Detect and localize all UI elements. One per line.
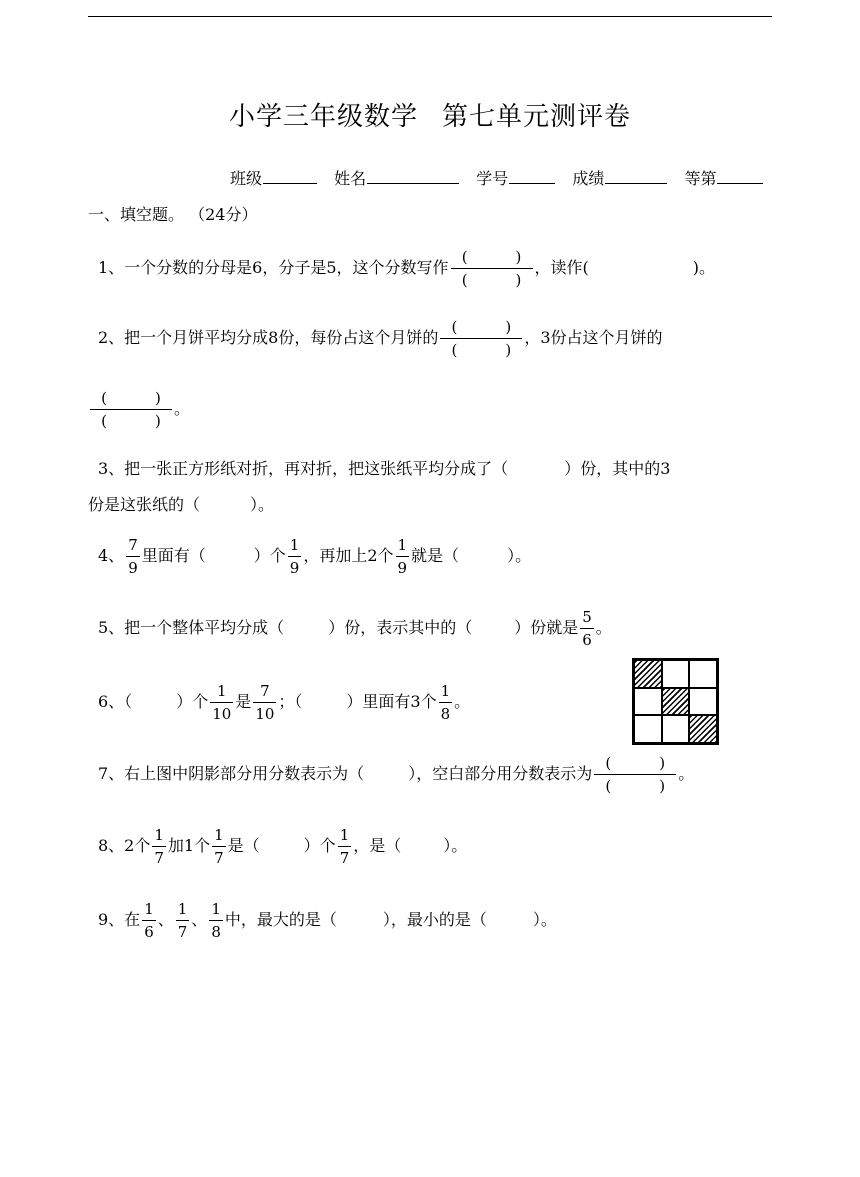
number-label: 学号 bbox=[476, 169, 509, 188]
question-6: 6、（ ）个 $\frac{1}{10}$ 是 $\frac{7}{10}$ ；（ ）里面有3个 $\frac{1}{8}$ 。 bbox=[98, 682, 471, 723]
question-9: 9、在 $\frac{1}{6}$ 、 $\frac{1}{7}$ 、 $\frac{1}{8}$ 中，最大的是（ ），最小的是（ ）。 bbox=[98, 900, 557, 941]
section-heading: 一、填空题。 （24分） bbox=[88, 205, 258, 224]
number-field[interactable] bbox=[509, 167, 555, 184]
class-field[interactable] bbox=[263, 167, 317, 184]
name-label: 姓名 bbox=[334, 169, 367, 188]
question-4: 4、 $\frac{7}{9}$ 里面有（ ）个 $\frac{1}{9}$ ，再加上2个 $\frac{1}{9}$ 就是（ ）。 bbox=[98, 536, 532, 577]
name-field[interactable] bbox=[367, 167, 459, 184]
class-label: 班级 bbox=[230, 169, 263, 188]
grid-cell-blank bbox=[662, 715, 690, 743]
title-part2: 第七单元测评卷 bbox=[442, 102, 632, 132]
student-info bbox=[230, 166, 763, 189]
question-7: 7、右上图中阴影部分用分数表示为（ ），空白部分用分数表示为 $\frac{( )}{( )}$ 。 bbox=[98, 754, 695, 795]
score-label: 成绩 bbox=[572, 169, 605, 188]
grade-label: 等第 bbox=[684, 169, 717, 188]
grid-cell-shaded bbox=[689, 715, 717, 743]
answer-fraction[interactable]: $\frac{( )}{( )}$ bbox=[451, 246, 533, 291]
grid-cell-shaded bbox=[634, 660, 662, 688]
question-2: 2、把一个月饼平均分成8份，每份占这个月饼的 $\frac{( )}{( )}$ ，3份占这个月饼的 bbox=[98, 318, 663, 359]
answer-fraction[interactable]: $\frac{( )}{( )}$ bbox=[594, 752, 676, 797]
shaded-square-figure bbox=[632, 658, 719, 745]
grid-cell-blank bbox=[634, 688, 662, 716]
question-8: 8、2个 $\frac{1}{7}$ 加1个 $\frac{1}{7}$ 是（ ）个 $\frac{1}{7}$ ，是（ ）。 bbox=[98, 826, 468, 867]
question-2-cont: $\frac{( )}{( )}$ 。 bbox=[88, 387, 190, 432]
page-title bbox=[0, 96, 860, 133]
title-part1: 小学三年级数学 bbox=[228, 102, 418, 132]
grid-cell-shaded bbox=[662, 688, 690, 716]
answer-fraction[interactable]: $\frac{( )}{( )}$ bbox=[440, 316, 522, 361]
question-1: 1、一个分数的分母是6，分子是5，这个分数写作 $\frac{( )}{( )}$ ，读作( )。 bbox=[98, 248, 716, 289]
score-field[interactable] bbox=[605, 167, 667, 184]
question-5: 5、把一个整体平均分成（ ）份，表示其中的（ ）份就是 $\frac{5}{6}$ 。 bbox=[98, 608, 612, 649]
header-rule bbox=[88, 16, 772, 17]
answer-fraction[interactable]: $\frac{( )}{( )}$ bbox=[90, 387, 172, 432]
question-3-line1: 3、把一张正方形纸对折，再对折，把这张纸平均分成了（ ）份，其中的3 bbox=[98, 459, 671, 478]
grid-cell-blank bbox=[634, 715, 662, 743]
question-3-line2: 份是这张纸的（ ）。 bbox=[88, 495, 275, 514]
grid-cell-blank bbox=[689, 688, 717, 716]
grid-cell-blank bbox=[662, 660, 690, 688]
grid-cell-blank bbox=[689, 660, 717, 688]
grade-field[interactable] bbox=[717, 167, 763, 184]
